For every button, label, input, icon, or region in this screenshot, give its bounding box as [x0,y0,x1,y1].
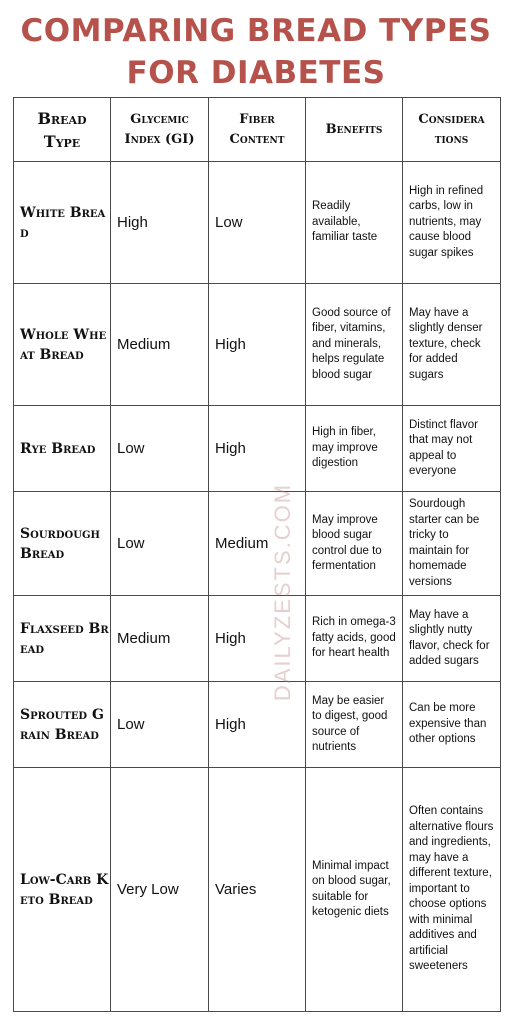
table-row [14,768,501,1012]
bread-type-cell: Low-Carb Keto Bread [14,768,111,1012]
considerations-cell: Sourdough starter can be tricky to maintain for homemade versions [403,492,501,596]
considerations-cell: Can be more expensive than other options [403,682,501,768]
benefits-cell: Minimal impact on blood sugar, suitable for ketogenic diets [306,768,403,1012]
gi-cell: Medium [111,596,209,682]
considerations-cell: May have a slightly nutty flavor, check for added sugars [403,596,501,682]
table-row [14,492,501,596]
fiber-cell: High [209,596,306,682]
considerations-cell: High in refined carbs, low in nutrients, may cause blood sugar spikes [403,162,501,284]
benefits-cell: Good source of fiber, vitamins, and minerals, helps regulate blood sugar [306,284,403,406]
fiber-cell: High [209,284,306,406]
bread-comparison-table [13,97,501,1012]
considerations-cell: Often contains alternative flours and ingredients, may have a different texture, important to choose options with minimal additives and artificial sweeteners [403,768,501,1012]
table-row [14,596,501,682]
title-line-1: COMPARING BREAD TYPES [20,13,492,49]
gi-cell: Low [111,682,209,768]
bread-type-cell: Whole Wheat Bread [14,284,111,406]
header-benefits: Benefits [306,98,403,162]
bread-type-cell: Flaxseed Bread [14,596,111,682]
table-row [14,682,501,768]
page-title [0,10,512,94]
bread-type-cell: Rye Bread [14,406,111,492]
benefits-cell: May be easier to digest, good source of nutrients [306,682,403,768]
fiber-cell: High [209,682,306,768]
gi-cell: Low [111,492,209,596]
header-fiber-content: Fiber Content [209,98,306,162]
considerations-cell: May have a slightly denser texture, check for added sugars [403,284,501,406]
bread-type-cell: White Bread [14,162,111,284]
table-row [14,162,501,284]
title-line-2: FOR DIABETES [126,55,386,91]
bread-type-cell: Sourdough Bread [14,492,111,596]
fiber-cell: Varies [209,768,306,1012]
gi-cell: Medium [111,284,209,406]
watermark: DAILYZESTS.COM [270,482,295,702]
header-bread-type: Bread Type [14,98,111,162]
fiber-cell: Medium [209,492,306,596]
gi-cell: High [111,162,209,284]
gi-cell: Very Low [111,768,209,1012]
fiber-cell: Low [209,162,306,284]
table-row [14,406,501,492]
benefits-cell: Readily available, familiar taste [306,162,403,284]
considerations-cell: Distinct flavor that may not appeal to everyone [403,406,501,492]
benefits-cell: High in fiber, may improve digestion [306,406,403,492]
fiber-cell: High [209,406,306,492]
benefits-cell: Rich in omega-3 fatty acids, good for heart health [306,596,403,682]
benefits-cell: May improve blood sugar control due to fermentation [306,492,403,596]
header-glycemic-index: Glycemic Index (GI) [111,98,209,162]
header-considerations: Considera tions [403,98,501,162]
bread-type-cell: Sprouted Grain Bread [14,682,111,768]
table-row [14,284,501,406]
header-row [14,98,501,162]
gi-cell: Low [111,406,209,492]
